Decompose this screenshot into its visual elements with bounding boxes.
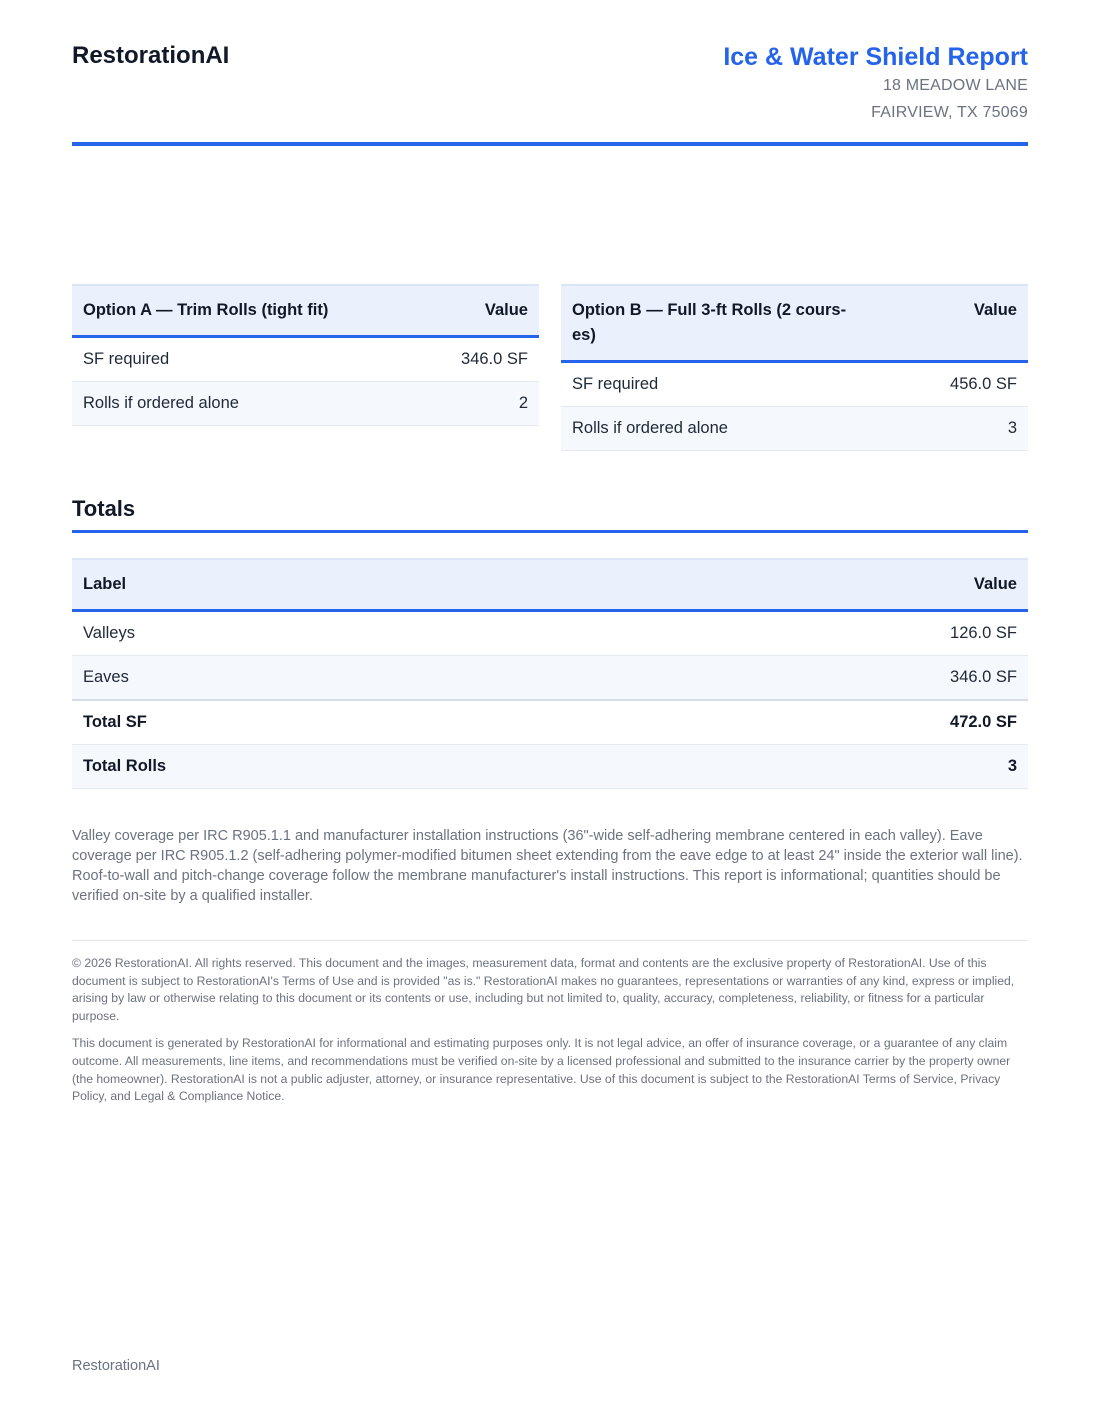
row-value: 3 xyxy=(590,745,1028,789)
report-title-block xyxy=(723,42,1028,126)
row-label: Valleys xyxy=(72,611,590,656)
totals-table-wrapper xyxy=(72,558,1028,789)
row-label: SF required xyxy=(561,362,863,407)
row-value: 456.0 SF xyxy=(863,362,1028,407)
brand-name: RestorationAI xyxy=(72,42,230,69)
row-label: Eaves xyxy=(72,656,590,701)
option-b-table-wrapper xyxy=(561,284,1028,451)
column-header-value: Value xyxy=(590,559,1028,611)
table-row xyxy=(72,382,539,426)
row-value: 346.0 SF xyxy=(422,337,539,382)
footer-brand: RestorationAI xyxy=(72,1358,160,1374)
option-a-table xyxy=(72,284,539,426)
total-rolls-row xyxy=(72,745,1028,789)
coverage-note: Valley coverage per IRC R905.1.1 and manufacturer installation instructions (36"-wide self-adhering membrane centered in each valley). Eave coverage per IRC R905.1.2 (self-adhering polymer-modified bitumen sheet extending from the eave edge to at least 24" inside the exterior wall line). Roof-to-wall and pitch-change coverage follow the membrane manufacturer's install instructions. This report is informational; quantities should be verified on-site by a qualified installer. xyxy=(72,828,1023,904)
option-a-table-wrapper xyxy=(72,284,539,426)
copyright-notice: © 2026 RestorationAI. All rights reserved. This document and the images, measurement data, format and contents are the exclusive property of RestorationAI. Use of this document is subject to RestorationAI's Terms of Use and is provided "as is." RestorationAI makes no guarantees, representations or warranties of any kind, express or implied, arising by law or otherwise relating to this document or its contents or use, including but not limited to, quality, accuracy, completeness, reliability, or fitness for a particular purpose. xyxy=(72,956,1015,1023)
row-label: Total Rolls xyxy=(72,745,590,789)
disclaimer-notice: This document is generated by RestorationAI for informational and estimating purposes only. It is not legal advice, an offer of insurance coverage, or a guarantee of any claim outcome. All measurements, line items, and recommendations must be verified on-site by a licensed professional and submitted to the insurance carrier by the property owner (the homeowner). RestorationAI is not a public adjuster, attorney, or insurance representative. Use of this document is subject to the RestorationAI Terms of Service, Privacy Policy, and Legal & Compliance Notice. xyxy=(72,1036,1011,1104)
row-value: 2 xyxy=(422,382,539,426)
table-row xyxy=(561,407,1028,451)
total-sf-row xyxy=(72,700,1028,745)
column-header-value: Value xyxy=(422,285,539,337)
column-header-label: Option B — Full 3-ft Rolls (2 cours-es) xyxy=(561,285,863,362)
row-label: Total SF xyxy=(72,700,590,745)
report-header xyxy=(72,0,1028,146)
legal-section xyxy=(72,940,1028,1116)
column-header-label: Label xyxy=(72,559,590,611)
address-line-2: FAIRVIEW, TX 75069 xyxy=(871,104,1028,121)
report-title: Ice & Water Shield Report xyxy=(723,43,1028,71)
row-value: 126.0 SF xyxy=(590,611,1028,656)
totals-table xyxy=(72,558,1028,789)
row-value: 472.0 SF xyxy=(590,700,1028,745)
column-header-label: Option A — Trim Rolls (tight fit) xyxy=(72,285,422,337)
row-label: Rolls if ordered alone xyxy=(72,382,422,426)
row-label: Rolls if ordered alone xyxy=(561,407,863,451)
column-header-value: Value xyxy=(863,285,1028,362)
totals-heading: Totals xyxy=(72,496,1028,533)
table-row xyxy=(72,337,539,382)
row-value: 3 xyxy=(863,407,1028,451)
table-header-row xyxy=(561,285,1028,362)
table-header-row xyxy=(72,285,539,337)
option-b-table xyxy=(561,284,1028,451)
table-row xyxy=(72,656,1028,701)
address-line-1: 18 MEADOW LANE xyxy=(882,77,1028,94)
table-row xyxy=(561,362,1028,407)
table-row xyxy=(72,611,1028,656)
row-value: 346.0 SF xyxy=(590,656,1028,701)
table-header-row xyxy=(72,559,1028,611)
row-label: SF required xyxy=(72,337,422,382)
